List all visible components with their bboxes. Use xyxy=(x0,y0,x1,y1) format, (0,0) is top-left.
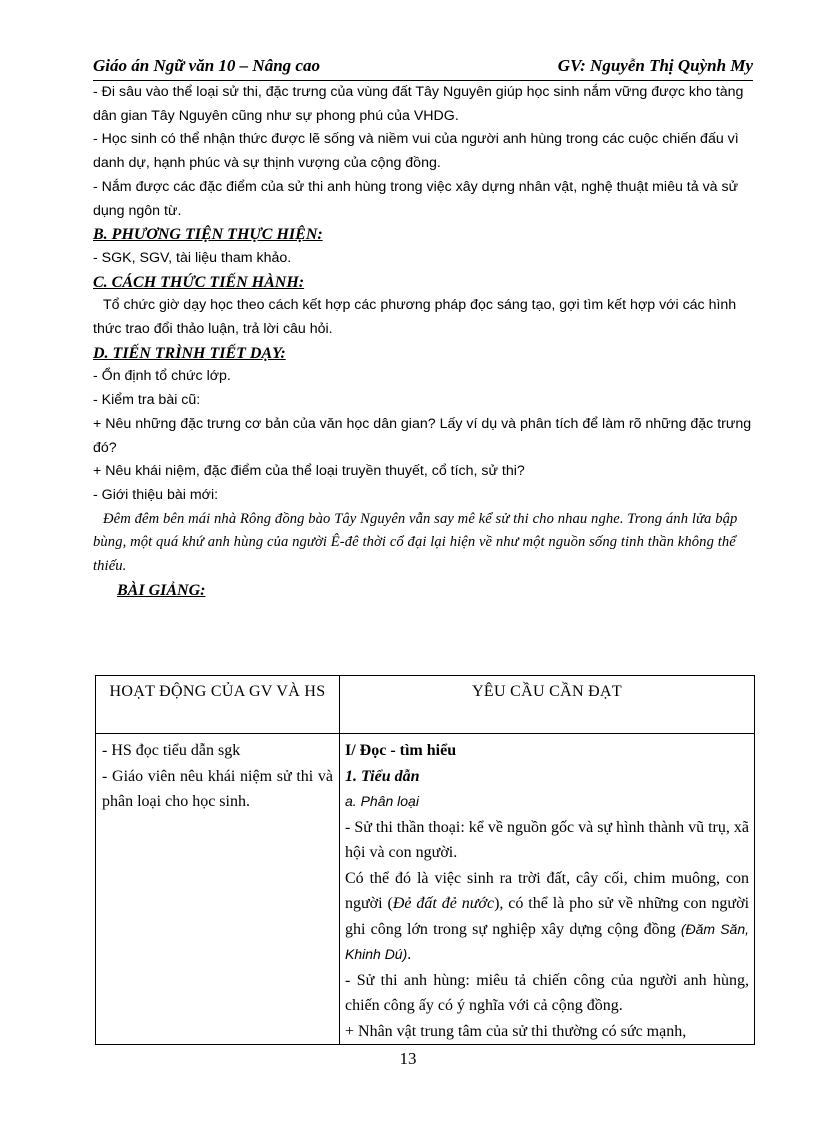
section-d-item-4: + Nêu khái niệm, đặc điểm của thể loại truyền thuyết, cổ tích, sử thi? xyxy=(93,463,525,480)
subsection-a-heading: a. Phân loại xyxy=(345,793,419,809)
objective-1: - Đi sâu vào thể loại sử thi, đặc trưng của vùng đất Tây Nguyên giúp học sinh nắm vững được kho tàng dân gian Tây Nguyên cũng như sự phong phú của VHDG. xyxy=(93,84,744,124)
table-header-requirements: YÊU CẦU CẦN ĐẠT xyxy=(340,676,755,734)
requirement-paragraph: - Sử thi thần thoại: kể về nguồn gốc và sự hình thành vũ trụ, xã hội và con người. xyxy=(345,818,749,861)
activities-cell xyxy=(96,734,340,1045)
requirement-paragraph: + Nhân vật trung tâm của sử thi thường có sức mạnh, xyxy=(345,1022,687,1040)
example-title: (Đăm Săn, Khinh Dú) xyxy=(345,920,749,962)
paragraph-text: ), có thể là pho sử về những con người ghi công lớn trong sự nghiệp xây dựng cộng đồng xyxy=(345,895,750,938)
requirement-paragraph: - Sử thi anh hùng: miêu tả chiến công của người anh hùng, chiến công ấy có ý nghĩa với cả cộng đồng. xyxy=(345,971,749,1014)
document-body xyxy=(93,81,755,602)
lesson-table xyxy=(95,675,755,1045)
requirements-cell xyxy=(340,734,755,1045)
objective-2: - Học sinh có thể nhận thức được lẽ sống và niềm vui của người anh hùng trong các cuộc chiến đấu vì danh dự, hạnh phúc và sự thịnh vượng của cộng đồng. xyxy=(93,131,739,172)
header-teacher-name: GV: Nguyễn Thị Quỳnh My xyxy=(557,56,753,75)
page-number: 13 xyxy=(399,1049,417,1068)
header-course-title: Giáo án Ngữ văn 10 – Nâng cao xyxy=(93,56,320,75)
section-c-text: Tổ chức giờ dạy học theo cách kết hợp các phương pháp đọc sáng tạo, gợi tìm kết hợp với các hình thức trao đổi thảo luận, trả lời câu hỏi. xyxy=(93,297,737,338)
section-d-item-1: - Ổn định tổ chức lớp. xyxy=(93,368,231,385)
lesson-title: BÀI GIẢNG: xyxy=(117,581,206,599)
section-b-text: - SGK, SGV, tài liệu tham khảo. xyxy=(93,249,292,266)
requirement-paragraph-examples xyxy=(345,866,749,968)
table-header-row xyxy=(96,676,755,734)
section-d-title: D. TIẾN TRÌNH TIẾT DẠY: xyxy=(93,344,286,362)
section-d-item-2: - Kiểm tra bài cũ: xyxy=(93,392,201,409)
table-row xyxy=(96,734,755,1045)
subsection-heading: 1. Tiểu dẫn xyxy=(345,767,420,785)
example-title: Đẻ đất đẻ nước xyxy=(392,895,495,912)
section-b-title: B. PHƯƠNG TIỆN THỰC HIỆN: xyxy=(93,226,323,244)
section-d-item-5: - Giới thiệu bài mới: xyxy=(93,486,219,503)
paragraph-text: . xyxy=(407,946,412,963)
lesson-introduction: Đêm đêm bên mái nhà Rông đồng bào Tây Nguyên vẫn say mê kể sử thi cho nhau nghe. Trong ánh lửa bập bùng, một quá khứ anh hùng của người Ê-đê thời cổ đại lại hiện về như một nguồn sống tinh thần không thể thiếu. xyxy=(93,510,738,575)
activity-item: - Giáo viên nêu khái niệm sử thi và phân loại cho học sinh. xyxy=(102,767,333,810)
page-header xyxy=(93,54,753,81)
activity-item: - HS đọc tiểu dẫn sgk xyxy=(102,742,241,759)
section-d-item-3: + Nêu những đặc trưng cơ bản của văn học dân gian? Lấy ví dụ và phân tích để làm rõ những đặc trưng đó? xyxy=(93,415,752,456)
part-heading: I/ Đọc - tìm hiểu xyxy=(345,742,457,759)
objective-3: - Nắm được các đặc điểm của sử thi anh hùng trong việc xây dựng nhân vật, nghệ thuật miêu tả và sử dụng ngôn từ. xyxy=(93,178,739,219)
section-c-title: C. CÁCH THỨC TIẾN HÀNH: xyxy=(93,273,305,291)
paragraph-text: Có thể đó là việc sinh ra trời đất, cây cối, chim muông, con người ( xyxy=(345,869,749,912)
table-header-activities: HOẠT ĐỘNG CỦA GV VÀ HS xyxy=(96,676,340,734)
